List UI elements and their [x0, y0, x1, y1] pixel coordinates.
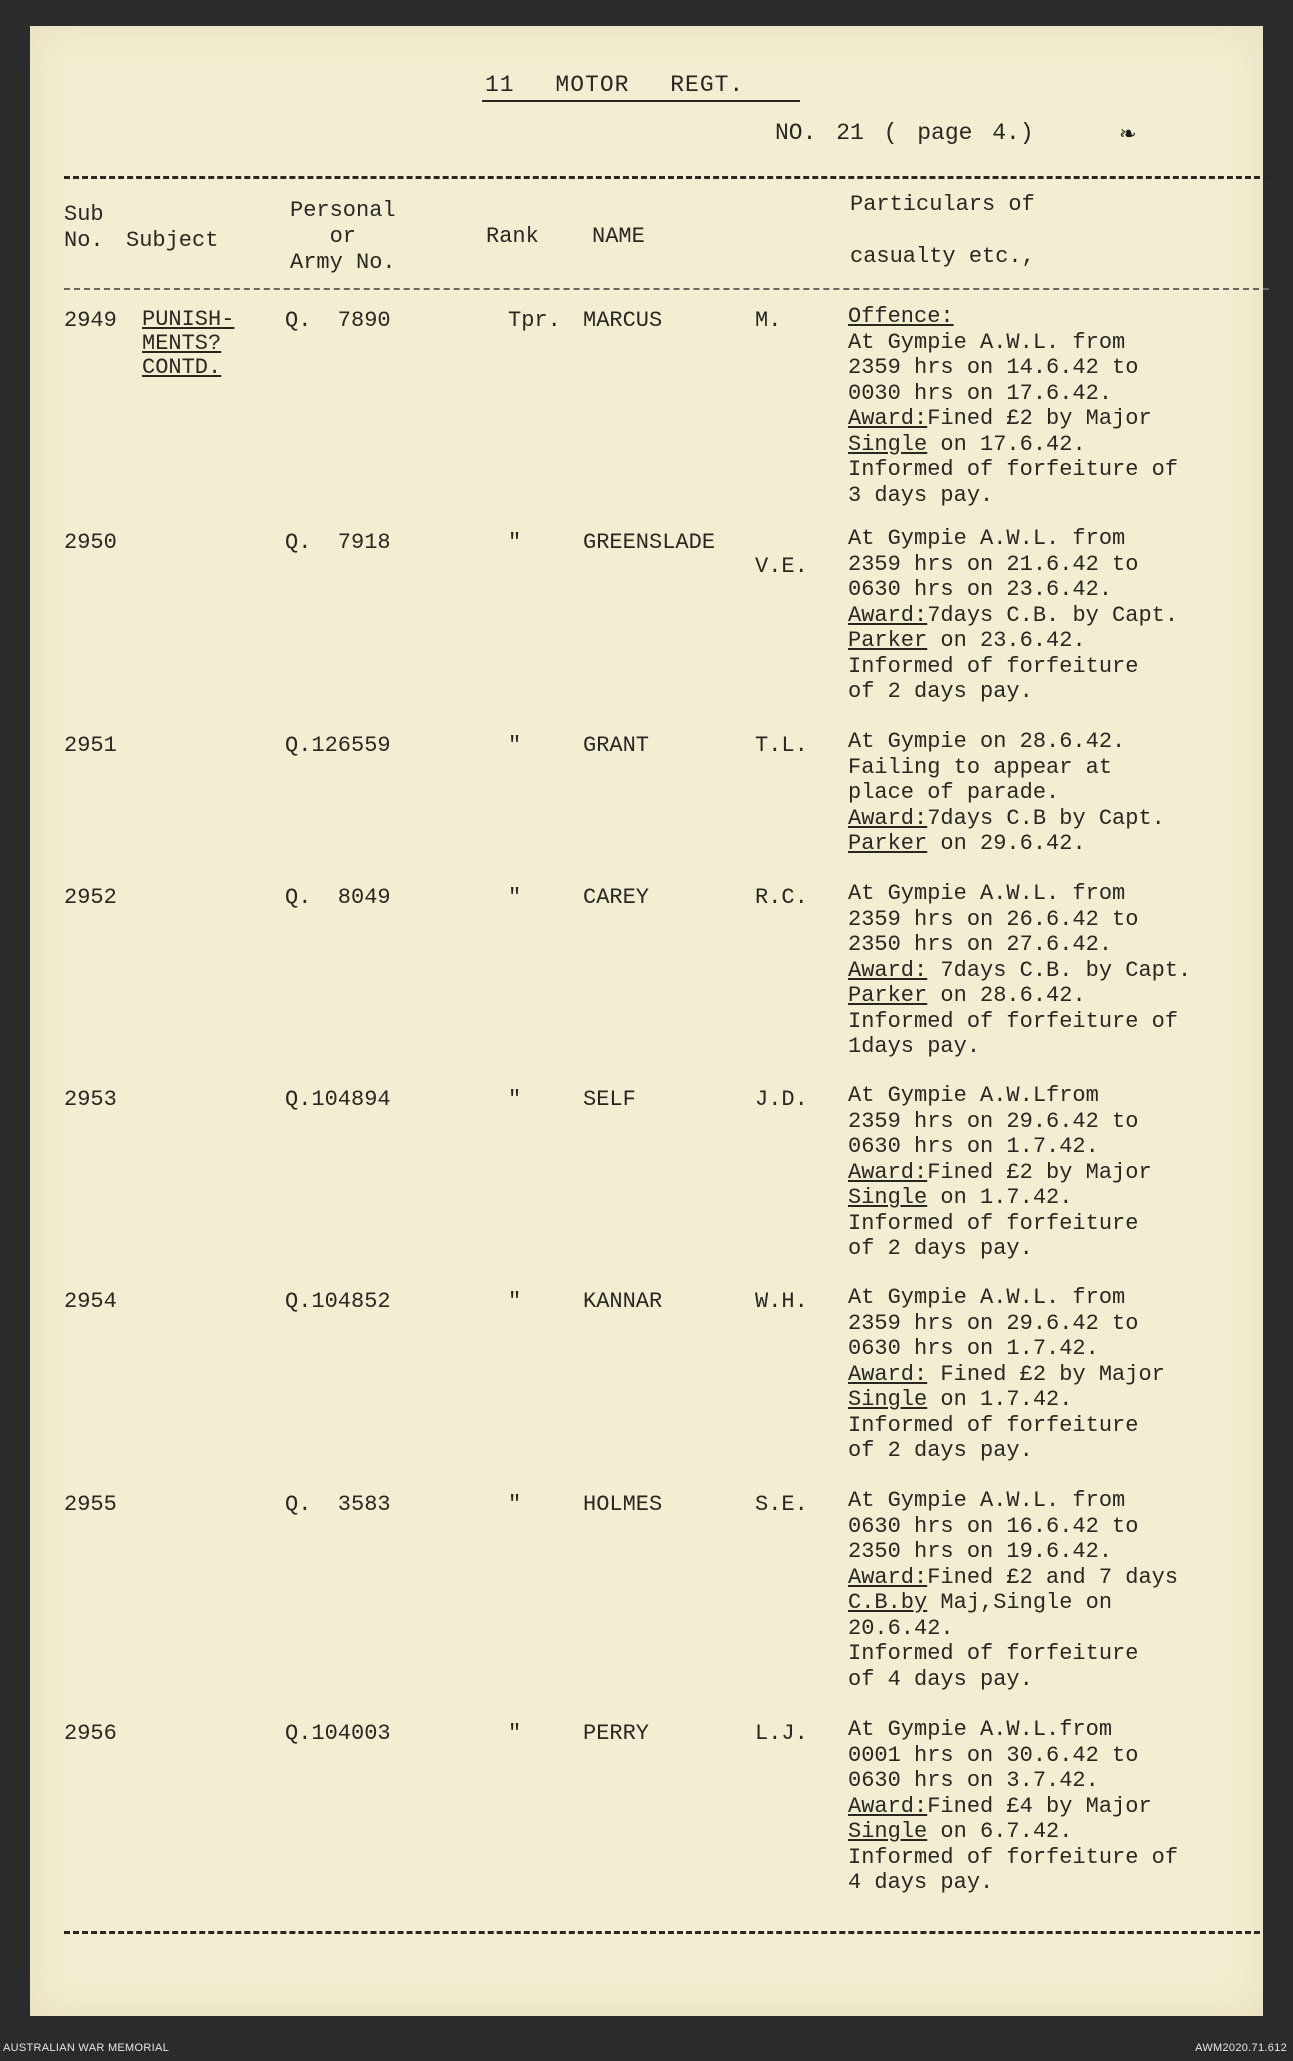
army-number: Q. 7918 [285, 530, 391, 555]
sub-number: 2953 [64, 1087, 117, 1112]
rank: " [508, 733, 522, 758]
particulars-line: of 2 days pay. [848, 679, 1033, 704]
initials: T.L. [755, 733, 808, 758]
rank: " [508, 1289, 522, 1314]
particulars-line: Parker on 23.6.42. [848, 628, 1086, 653]
particulars-line: Single on 1.7.42. [848, 1387, 1073, 1412]
initials: S.E. [755, 1492, 808, 1517]
particulars-line: At Gympie A.W.Lfrom [848, 1083, 1099, 1108]
particulars-line: 3 days pay. [848, 482, 994, 508]
rank: " [508, 1721, 522, 1746]
particulars-line: C.B.by Maj,Single on [848, 1590, 1113, 1615]
bottom-rule [64, 1931, 1269, 1934]
rank: " [508, 530, 522, 555]
rank: " [508, 1087, 522, 1112]
sub-number: 2954 [64, 1289, 117, 1314]
particulars-line: 0630 hrs on 1.7.42. [848, 1336, 1099, 1361]
particulars-line: 0030 hrs on 17.6.42. [848, 380, 1113, 406]
surname: SELF [583, 1087, 636, 1112]
army-number: Q.104852 [285, 1289, 391, 1314]
sub-number: 2955 [64, 1492, 117, 1517]
particulars-line: Award:Fined £2 by Major [848, 1159, 1152, 1185]
particulars [848, 881, 1258, 1060]
particulars-line: Informed of forfeiture [848, 653, 1139, 679]
footer-accession: AWM2020.71.612 [1195, 2042, 1287, 2054]
particulars-line: 2359 hrs on 14.6.42 to [848, 355, 1139, 380]
particulars-line: At Gympie A.W.L. from [848, 1285, 1126, 1310]
col-sub-no: Sub No. [64, 202, 104, 253]
particulars-line: Informed of forfeiture of [848, 1844, 1179, 1870]
particulars-line: of 2 days pay. [848, 1236, 1033, 1261]
particulars [848, 729, 1258, 857]
initials: M. [755, 308, 782, 333]
col-subject: Subject [126, 228, 219, 253]
particulars-line: 2359 hrs on 26.6.42 to [848, 906, 1139, 932]
particulars [848, 1285, 1258, 1464]
sub-number: 2952 [64, 885, 117, 910]
col-particulars: Particulars of casualty etc., [850, 192, 1035, 269]
particulars-line: At Gympie on 28.6.42. [848, 729, 1126, 754]
particulars-line: 2359 hrs on 29.6.42 to [848, 1108, 1139, 1134]
particulars [848, 1083, 1258, 1262]
sub-number: 2951 [64, 733, 117, 758]
header-top-rule [64, 176, 1269, 179]
particulars-line: 20.6.42. [848, 1615, 954, 1641]
particulars-line: 4 days pay. [848, 1870, 994, 1895]
rank: " [508, 885, 522, 910]
col-army-no: Personal or Army No. [290, 198, 396, 275]
particulars-line: At Gympie A.W.L.from [848, 1717, 1113, 1742]
particulars-line: of 2 days pay. [848, 1438, 1033, 1463]
handwritten-mark: ❧ [1120, 119, 1136, 149]
sub-number: 2956 [64, 1721, 117, 1746]
page-reference: NO. 21 ( page 4.) [775, 120, 1034, 146]
army-number: Q. 8049 [285, 885, 391, 910]
army-number: Q. 7890 [285, 308, 391, 333]
sub-number: 2950 [64, 530, 117, 555]
rank: " [508, 1492, 522, 1517]
initials: W.H. [755, 1289, 808, 1314]
particulars-line: Award: Fined £2 by Major [848, 1361, 1165, 1387]
army-number: Q. 3583 [285, 1492, 391, 1517]
surname: PERRY [583, 1721, 650, 1746]
title-underline [482, 100, 800, 102]
particulars-line: 1days pay. [848, 1034, 981, 1059]
footer-credit: AUSTRALIAN WAR MEMORIAL [3, 2042, 170, 2054]
particulars-line: Single on 17.6.42. [848, 431, 1086, 457]
particulars-line: Informed of forfeiture [848, 1641, 1139, 1666]
document-page [30, 26, 1263, 2016]
particulars-line: At Gympie A.W.L. from [848, 1488, 1126, 1513]
particulars-line: 0630 hrs on 23.6.42. [848, 577, 1113, 602]
particulars-line: Award:Fined £2 and 7 days [848, 1564, 1179, 1590]
particulars-line: Award:Fined £4 by Major [848, 1793, 1152, 1819]
surname: CAREY [583, 885, 650, 910]
particulars-line: 2359 hrs on 21.6.42 to [848, 551, 1139, 577]
particulars-line: At Gympie A.W.L. from [848, 329, 1126, 355]
particulars-line: of 4 days pay. [848, 1666, 1033, 1692]
rank: Tpr. [508, 308, 561, 333]
header-bottom-rule [64, 288, 1269, 290]
initials: L.J. [755, 1721, 808, 1746]
particulars [848, 526, 1258, 705]
surname: GREENSLADE [583, 530, 716, 555]
army-number: Q.104003 [285, 1721, 391, 1746]
particulars-line: Parker on 29.6.42. [848, 831, 1086, 856]
army-number: Q.126559 [285, 733, 391, 758]
particulars-line: Informed of forfeiture [848, 1412, 1139, 1438]
initials: V.E. [755, 554, 808, 579]
particulars-line: Award:Fined £2 by Major [848, 406, 1152, 431]
particulars-line: At Gympie A.W.L. from [848, 526, 1126, 551]
particulars-line: At Gympie A.W.L. from [848, 881, 1126, 906]
particulars-line: Parker on 28.6.42. [848, 983, 1086, 1008]
particulars-line: 0001 hrs on 30.6.42 to [848, 1742, 1139, 1768]
particulars-line: 0630 hrs on 1.7.42. [848, 1134, 1099, 1159]
particulars-line: Single on 1.7.42. [848, 1185, 1073, 1210]
particulars-line: 2359 hrs on 29.6.42 to [848, 1310, 1139, 1336]
particulars [848, 304, 1258, 508]
army-number: Q.104894 [285, 1087, 391, 1112]
particulars-line: Informed of forfeiture of [848, 457, 1179, 482]
particulars-line: Offence: [848, 304, 954, 329]
regiment-title: 11 MOTOR REGT. [485, 72, 745, 98]
particulars-line: Award:7days C.B. by Capt. [848, 602, 1179, 628]
surname: GRANT [583, 733, 650, 758]
particulars-line: Informed of forfeiture of [848, 1008, 1179, 1034]
particulars-line: 2350 hrs on 27.6.42. [848, 932, 1113, 957]
sub-number: 2949 [64, 308, 117, 333]
particulars [848, 1717, 1258, 1896]
surname: HOLMES [583, 1492, 663, 1517]
surname: KANNAR [583, 1289, 663, 1314]
particulars-line: 0630 hrs on 16.6.42 to [848, 1513, 1139, 1539]
particulars-line: Single on 6.7.42. [848, 1819, 1073, 1844]
subject: PUNISH- MENTS? CONTD. [142, 307, 235, 380]
particulars-line: Informed of forfeiture [848, 1210, 1139, 1236]
particulars-line: 2350 hrs on 19.6.42. [848, 1539, 1113, 1564]
col-rank: Rank [486, 224, 539, 249]
particulars-line: Award: 7days C.B. by Capt. [848, 957, 1192, 983]
initials: R.C. [755, 885, 808, 910]
particulars-line: 0630 hrs on 3.7.42. [848, 1768, 1099, 1793]
particulars-line: Award:7days C.B by Capt. [848, 805, 1165, 831]
initials: J.D. [755, 1087, 808, 1112]
particulars-line: Failing to appear at [848, 754, 1113, 780]
particulars-line: place of parade. [848, 780, 1060, 805]
col-name: NAME [592, 224, 645, 249]
particulars [848, 1488, 1258, 1692]
surname: MARCUS [583, 308, 663, 333]
